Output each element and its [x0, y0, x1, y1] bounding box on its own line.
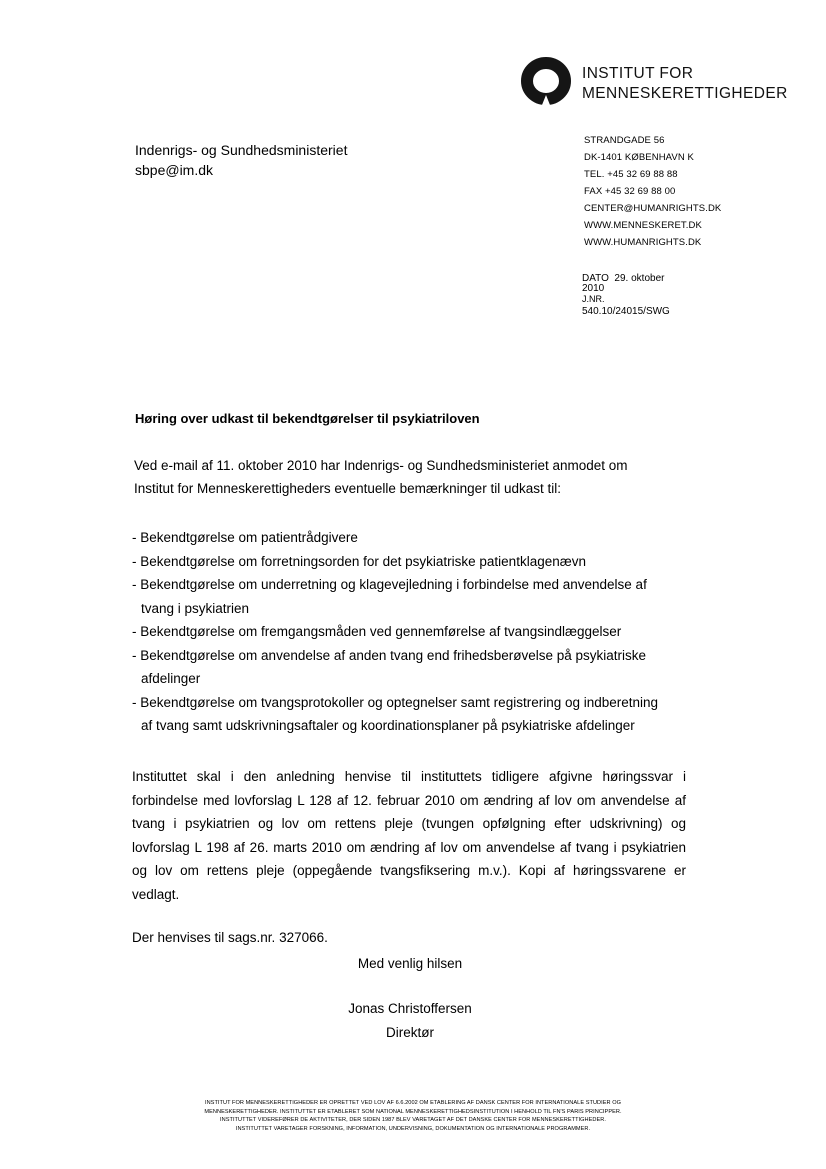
contact-city: DK-1401 KØBENHAVN K: [584, 152, 694, 163]
recipient-email: sbpe@im.dk: [135, 162, 214, 178]
signatory-title: Direktør: [386, 1025, 434, 1040]
footer-line-4: INSTITUTTET VARETAGER FORSKNING, INFORMATION, UNDERVISNING, DOKUMENTATION OG INTERNATIONALE PROGRAMMER.: [235, 1125, 591, 1132]
contact-address: STRANDGADE 56: [584, 135, 665, 146]
list-item-text: - Bekendtgørelse om tvangsprotokoller og optegnelser samt registrering og indberetning: [132, 694, 659, 710]
footer-line-1: INSTITUT FOR MENNESKERETTIGHEDER ER OPRETTET VED LOV AF 6.6.2002 OM ETABLERING AF DANSK CENTER FOR INTERNATIONALE STUDIER OG: [204, 1100, 622, 1106]
list-item-text: - Bekendtgørelse om fremgangsmåden ved gennemførelse af tvangsindlæggelser: [132, 624, 622, 639]
logo-ring-icon: [520, 56, 572, 108]
letter-subject: Høring over udkast til bekendtgørelser til psykiatriloven: [135, 411, 480, 426]
list-item-continuation: af tvang samt udskrivningsaftaler og koordinationsplaner på psykiatriske afdelinger: [141, 718, 635, 733]
footer-line-2: MENNESKERETTIGHEDER. INSTITUTTET ER ETABLERET SOM NATIONAL MENNESKERETTIGHEDSINSTITUTION I HENHOLD TIL FN'S PARIS PRINCIPPER.: [204, 1108, 622, 1115]
date-label: DATO: [582, 273, 609, 284]
recipient-name: Indenrigs- og Sundhedsministeriet: [135, 142, 348, 158]
footer-line-3: INSTITUTTET VIDEREFØRER DE AKTIVITETER, DER SIDEN 1987 BLEV VARETAGET AF DET DANSKE CENTER FOR MENNESKERETTIGHEDER.: [220, 1117, 606, 1124]
list-item: [132, 526, 692, 550]
intro-paragraph: [134, 455, 694, 500]
letter-meta: [582, 274, 670, 317]
logo-line-1: INSTITUT FOR: [582, 65, 694, 82]
case-reference: Der henvises til sags.nr. 327066.: [132, 930, 328, 945]
contact-web-1: WWW.MENNESKERET.DK: [584, 220, 702, 231]
logo-line-2: MENNESKERETTIGHEDER: [582, 85, 788, 102]
logo-wordmark: [582, 64, 788, 104]
signatory-name: Jonas Christoffersen: [348, 1001, 472, 1016]
contact-email: CENTER@HUMANRIGHTS.DK: [584, 203, 722, 214]
list-item-text: - Bekendtgørelse om underretning og klagevejledning i forbindelse med anvendelse af: [132, 577, 647, 592]
list-item-continuation: tvang i psykiatrien: [141, 600, 250, 616]
intro-line-1: Ved e-mail af 11. oktober 2010 har Indenrigs- og Sundhedsministeriet anmodet om: [134, 458, 628, 473]
list-item-text: - Bekendtgørelse om patientrådgivere: [132, 530, 358, 545]
list-item: [132, 550, 692, 574]
list-item-continuation: afdelinger: [141, 671, 201, 686]
institute-logo: [520, 54, 795, 108]
contact-tel: TEL. +45 32 69 88 88: [584, 169, 678, 180]
list-item: [132, 620, 692, 644]
body-paragraph: Instituttet skal i den anledning henvise til instituttets tidligere afgivne høringssvar i forbindelse med lovforslag L 128 af 12. februar 2010 om ændring af lov om anvendelse af tvang i psykiatrien og lov om rettens pleje (tvungen opfølgning efter udskrivning) og lovforslag L 198 af 26. marts 2010 om ændring af lov om anvendelse af tvang i psykiatrien og lov om rettens pleje (oppegående tvangsfiksering m.v.). Kopi af høringssvarene er vedlagt.: [132, 769, 686, 902]
draft-list: [132, 526, 692, 738]
recipient-block: [135, 140, 347, 180]
list-item: [132, 691, 692, 738]
list-item-text: - Bekendtgørelse om forretningsorden for det psykiatriske patientklagenævn: [132, 553, 586, 569]
contact-fax: FAX +45 32 69 88 00: [584, 186, 676, 197]
contact-block: [584, 132, 721, 251]
closing-salutation: Med venlig hilsen: [357, 956, 463, 971]
list-item: [132, 644, 692, 691]
jnr-label: J.NR.: [582, 294, 605, 304]
date-year: 2010: [582, 283, 605, 294]
contact-web-2: WWW.HUMANRIGHTS.DK: [584, 237, 702, 248]
legal-footer: [120, 1099, 706, 1133]
intro-line-2: Institut for Menneskerettigheders eventuelle bemærkninger til udkast til:: [134, 480, 561, 496]
list-item: [132, 573, 692, 620]
list-item-text: - Bekendtgørelse om anvendelse af anden tvang end frihedsberøvelse på psykiatriske: [132, 647, 647, 663]
date-value: 29. oktober: [614, 273, 665, 284]
jnr-value: 540.10/24015/SWG: [582, 306, 670, 317]
